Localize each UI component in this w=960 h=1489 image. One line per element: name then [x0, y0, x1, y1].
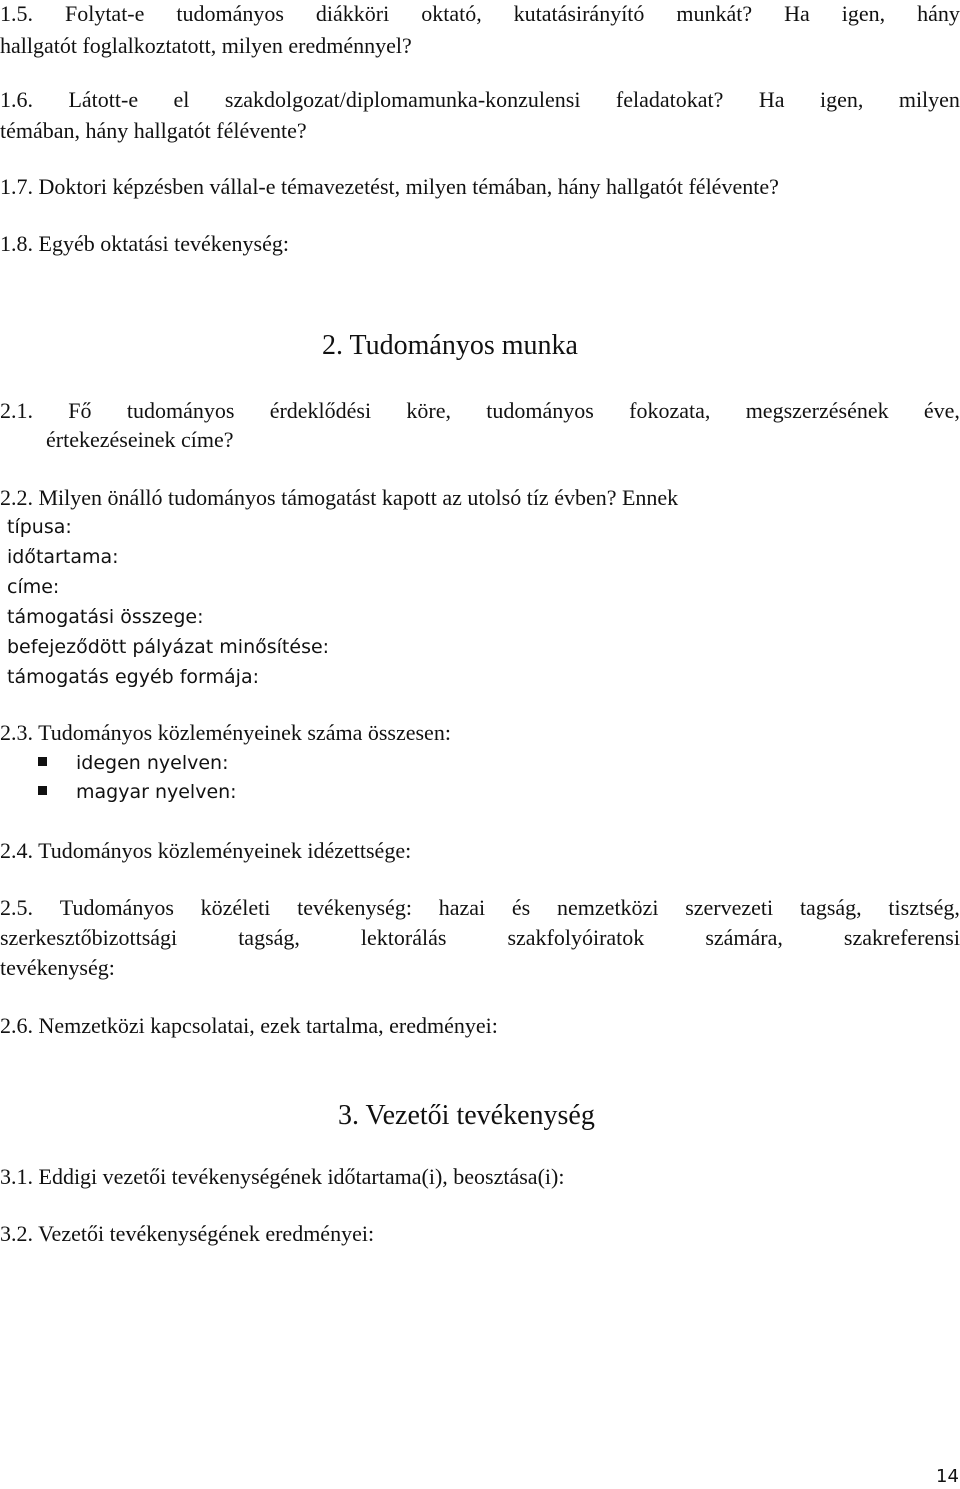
word: érdeklődési [269, 398, 372, 423]
word: lektorálás [360, 925, 447, 950]
word: oktató, [421, 1, 482, 26]
word: Ha [758, 87, 785, 112]
word: Tudományos [59, 895, 174, 920]
question-1-8: 1.8. Egyéb oktatási tevékenység: [0, 231, 289, 256]
word: megszerzésének [745, 398, 889, 423]
word: 1.6. [0, 87, 33, 112]
word: szervezeti [685, 895, 774, 920]
word: milyen [898, 87, 960, 112]
section-2-title: 2. Tudományos munka [322, 330, 578, 361]
word: igen, [819, 87, 864, 112]
field-palyazat-minositese: befejeződött pályázat minősítése: [7, 636, 330, 658]
word: Ha [784, 1, 810, 26]
word: köre, [406, 398, 451, 423]
word: szakdolgozat/diplomamunka-konzulensi [224, 87, 581, 112]
question-2-6: 2.6. Nemzetközi kapcsolatai, ezek tartalma, eredményei: [0, 1013, 498, 1038]
word: 2.1. [0, 398, 33, 423]
question-2-5-line3: tevékenység: [0, 955, 115, 980]
word: hazai [438, 895, 486, 920]
field-tamogatas-egyeb-formaja: támogatás egyéb formája: [7, 666, 260, 688]
word: 2.5. [0, 895, 33, 920]
word: tevékenység: [297, 895, 412, 920]
question-2-2: 2.2. Milyen önálló tudományos támogatást kapott az utolsó tíz évben? Ennek [0, 485, 679, 510]
word: tudományos [176, 1, 284, 26]
page-number: 14 [936, 1466, 959, 1487]
word: tagság, [799, 895, 862, 920]
question-1-6-line1 [0, 86, 960, 114]
question-1-5 [0, 0, 960, 28]
word: tagság, [238, 925, 300, 950]
word: igen, [841, 1, 886, 26]
bullet-marker [38, 757, 47, 766]
question-2-1-line1 [0, 397, 960, 425]
word: szerkesztőbizottsági [0, 925, 178, 950]
field-tamogatasi-osszege: támogatási összege: [7, 606, 204, 628]
field-cime: címe: [7, 576, 60, 598]
section-3-title: 3. Vezetői tevékenység [338, 1100, 595, 1131]
question-2-1-line2: értekezéseinek címe? [46, 427, 234, 452]
question-2-5-line1 [0, 894, 960, 922]
bullet-idegen-nyelven: idegen nyelven: [76, 752, 229, 774]
word: el [173, 87, 190, 112]
word: számára, [705, 925, 783, 950]
word: szakfolyóiratok [507, 925, 645, 950]
question-3-1: 3.1. Eddigi vezetői tevékenységének időtartama(i), beosztása(i): [0, 1164, 565, 1189]
question-2-4: 2.4. Tudományos közleményeinek idézettsége: [0, 838, 412, 863]
bullet-marker [38, 786, 47, 795]
word: diákköri [315, 1, 390, 26]
word: közéleti [200, 895, 271, 920]
field-tipusa: típusa: [7, 516, 72, 538]
question-1-5-line2: hallgatót foglalkoztatott, milyen eredménnyel? [0, 33, 412, 58]
question-3-2: 3.2. Vezetői tevékenységének eredményei: [0, 1221, 375, 1246]
bullet-magyar-nyelven: magyar nyelven: [76, 781, 237, 803]
word: Látott-e [68, 87, 139, 112]
question-1-5-line1 [0, 0, 960, 28]
question-1-6-line2: témában, hány hallgatót félévente? [0, 118, 307, 143]
question-2-5-line2 [0, 924, 960, 952]
word: éve, [923, 398, 960, 423]
word: tudományos [486, 398, 594, 423]
word: és [511, 895, 531, 920]
word: nemzetközi [557, 895, 659, 920]
question-1-7: 1.7. Doktori képzésben vállal-e témavezetést, milyen témában, hány hallgatót félévente? [0, 174, 779, 199]
word: Fő [68, 398, 92, 423]
word: fokozata, [629, 398, 711, 423]
word: kutatásirányító [513, 1, 645, 26]
word: hány [917, 1, 960, 26]
field-idotartama: időtartama: [7, 546, 119, 568]
word: szakreferensi [843, 925, 960, 950]
word: munkát? [676, 1, 753, 26]
word: tisztség, [888, 895, 960, 920]
word: Folytat-e [64, 1, 145, 26]
word: 1.5. [0, 1, 33, 26]
word: tudományos [126, 398, 235, 423]
word: feladatokat? [615, 87, 724, 112]
question-2-3: 2.3. Tudományos közleményeinek száma összesen: [0, 720, 451, 745]
